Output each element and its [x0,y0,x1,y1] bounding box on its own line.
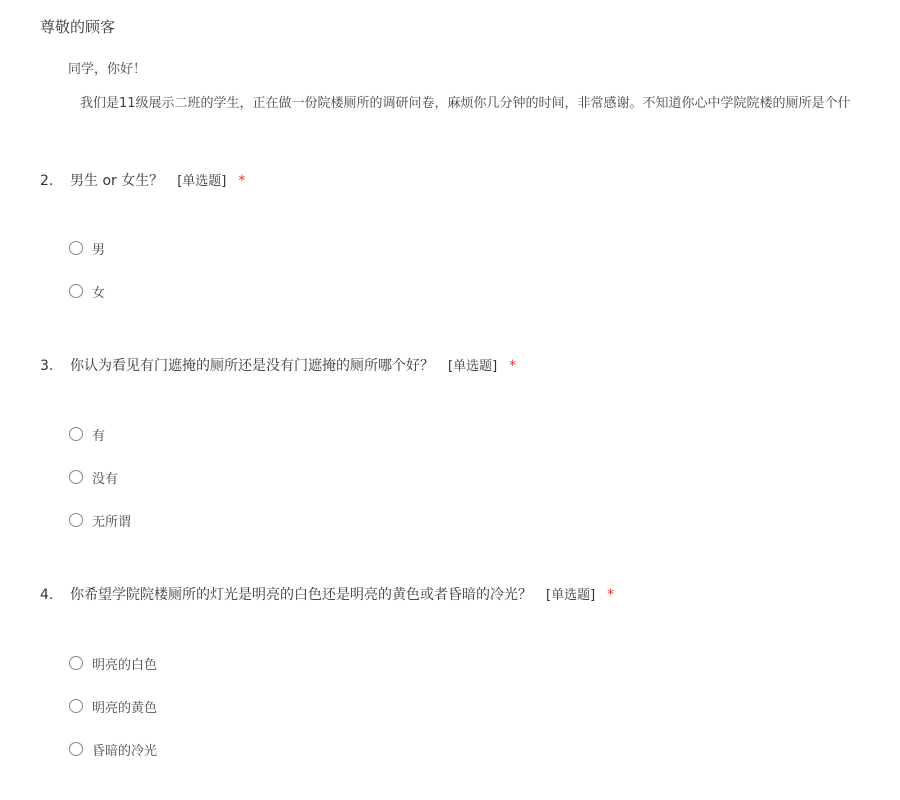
question-number: 3. [40,358,54,374]
radio-button[interactable] [69,241,83,255]
option-label: 没有 [92,471,119,487]
option-label: 明亮的白色 [92,657,158,673]
question-3-title [40,355,516,375]
option-bright-white[interactable] [69,654,157,672]
required-marker: * [607,587,615,603]
option-with-door[interactable] [69,425,105,443]
radio-button[interactable] [69,284,83,298]
option-label: 男 [92,242,106,258]
question-text: 男生 or 女生？ [70,173,164,189]
radio-button[interactable] [69,470,83,484]
question-number: 2. [40,173,54,189]
radio-button[interactable] [69,699,83,713]
required-marker: * [509,358,517,374]
radio-button[interactable] [69,427,83,441]
option-label: 女 [92,285,106,301]
option-bright-yellow[interactable] [69,697,157,715]
option-label: 无所谓 [92,514,132,530]
radio-button[interactable] [69,656,83,670]
survey-greeting: 尊敬的顾客 [40,18,116,36]
option-dim-cold-light[interactable] [69,740,157,758]
survey-intro-description: 我们是11级展示二班的学生，正在做一份院楼厕所的调研问卷，麻烦你几分钟的时间，非常感谢。不知道你心中学院院楼的厕所是个什 [80,96,851,111]
question-type-tag: [单选题] [546,588,596,603]
option-label: 有 [92,428,106,444]
question-4-title [40,584,614,604]
option-label: 明亮的黄色 [92,700,158,716]
question-type-tag: [单选题] [177,174,227,189]
radio-button[interactable] [69,513,83,527]
question-text: 你认为看见有门遮掩的厕所还是没有门遮掩的厕所哪个好？ [70,358,434,374]
survey-intro-salutation: 同学，你好！ [68,62,147,77]
option-male[interactable] [69,239,105,257]
question-number: 4. [40,587,54,603]
question-2-title [40,170,245,190]
radio-button[interactable] [69,742,83,756]
option-without-door[interactable] [69,468,118,486]
question-type-tag: [单选题] [448,359,498,374]
option-label: 昏暗的冷光 [92,743,158,759]
question-text: 你希望学院院楼厕所的灯光是明亮的白色还是明亮的黄色或者昏暗的冷光？ [70,587,532,603]
option-no-preference[interactable] [69,511,131,529]
required-marker: * [238,173,246,189]
option-female[interactable] [69,282,105,300]
